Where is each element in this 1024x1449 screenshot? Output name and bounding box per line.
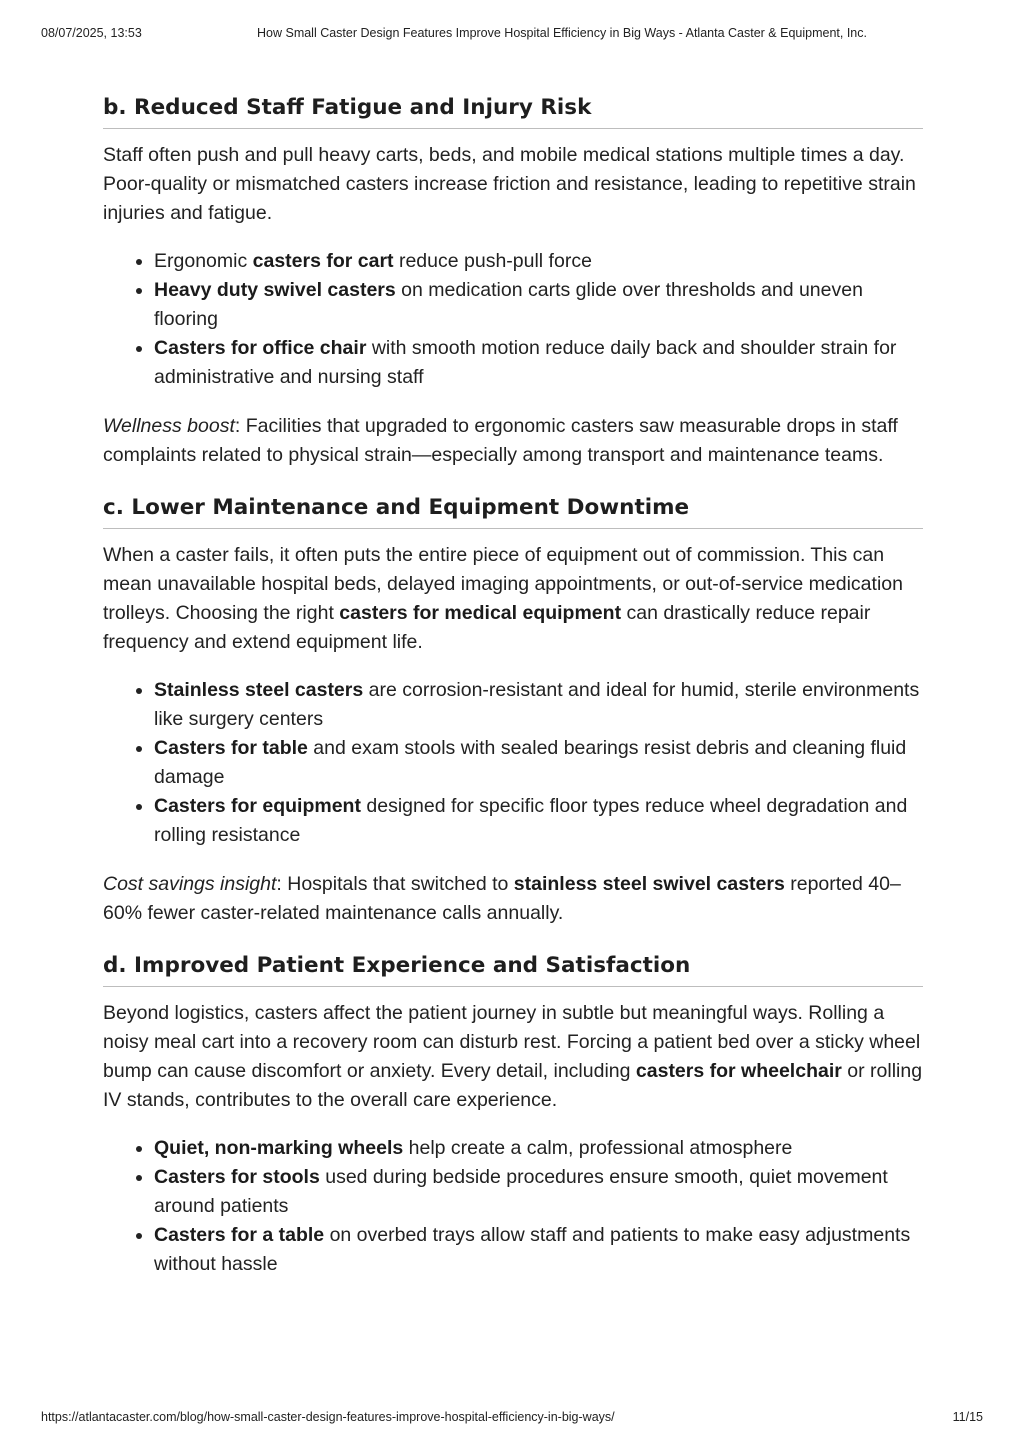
section-heading-c: c. Lower Maintenance and Equipment Downtime — [103, 495, 923, 529]
list-item-text: designed for specific floor types reduce wheel degradation and rolling resistance — [154, 795, 908, 846]
list-item-text: Ergonomic — [154, 250, 253, 272]
list-item-bold: Stainless steel casters — [154, 679, 364, 701]
section-d-intro — [103, 999, 923, 1115]
section-b-note — [103, 412, 923, 470]
page-number: 11/15 — [952, 1410, 983, 1424]
intro-bold: casters for medical equipment — [339, 602, 622, 624]
list-item-text: reduce push-pull force — [393, 250, 592, 272]
section-heading-b: b. Reduced Staff Fatigue and Injury Risk — [103, 95, 923, 129]
list-item-bold: Casters for office chair — [154, 337, 367, 359]
list-item-bold: Casters for table — [154, 737, 308, 759]
list-item — [154, 276, 923, 334]
section-c-list — [103, 676, 923, 850]
note-label: Wellness boost — [103, 415, 235, 437]
print-url: https://atlantacaster.com/blog/how-small-caster-design-features-improve-hospital-efficiency-in-big-ways/ — [41, 1410, 615, 1424]
section-c-note — [103, 870, 923, 928]
intro-bold: casters for wheelchair — [635, 1060, 842, 1082]
list-item — [154, 676, 923, 734]
note-text: : Facilities that upgraded to ergonomic casters saw measurable drops in staff complaints related to physical strain—especially among transport and maintenance teams. — [103, 415, 898, 466]
list-item-bold: Quiet, non-marking wheels — [154, 1137, 404, 1159]
list-item-bold: Casters for stools — [154, 1166, 320, 1188]
list-item-bold: casters for cart — [252, 250, 394, 272]
list-item — [154, 1134, 923, 1163]
section-c-intro — [103, 541, 923, 657]
note-bold: stainless steel swivel casters — [513, 873, 785, 895]
list-item — [154, 734, 923, 792]
print-footer — [41, 1410, 983, 1426]
section-b-list — [103, 247, 923, 392]
list-item-text: with smooth motion reduce daily back and shoulder strain for administrative and nursing staff — [154, 337, 897, 388]
list-item — [154, 1163, 923, 1221]
note-text: : Hospitals that switched to — [276, 873, 514, 895]
print-datetime: 08/07/2025, 13:53 — [41, 26, 142, 40]
print-page-title: How Small Caster Design Features Improve Hospital Efficiency in Big Ways - Atlanta Caster & Equipment, Inc. — [257, 26, 867, 40]
section-b-intro: Staff often push and pull heavy carts, beds, and mobile medical stations multiple times a day. Poor-quality or mismatched casters increase friction and resistance, leading to repetitive strain injuries and fatigue. — [103, 144, 916, 224]
section-d-list — [103, 1134, 923, 1279]
list-item-text: are corrosion-resistant and ideal for humid, sterile environments like surgery centers — [154, 679, 920, 730]
list-item-bold: Casters for a table — [154, 1224, 325, 1246]
intro-text: When a caster fails, it often puts the entire piece of equipment out of commission. This can mean unavailable hospital beds, delayed imaging appointments, or out-of-service medication trolleys. Choosing the right — [103, 544, 903, 624]
article-content — [103, 95, 923, 1279]
section-heading-d: d. Improved Patient Experience and Satisfaction — [103, 953, 923, 987]
list-item-text: help create a calm, professional atmosphere — [403, 1137, 793, 1159]
intro-text: Beyond logistics, casters affect the patient journey in subtle but meaningful ways. Rolling a noisy meal cart into a recovery room can disturb rest. Forcing a patient bed over a sticky wheel bump can cause discomfort or anxiety. Every detail, including — [103, 1002, 921, 1082]
list-item-bold: Heavy duty swivel casters — [154, 279, 396, 301]
list-item — [154, 1221, 923, 1279]
list-item-text: on medication carts glide over thresholds and uneven flooring — [154, 279, 863, 330]
note-text: reported 40–60% fewer caster-related maintenance calls annually. — [103, 873, 901, 924]
note-label: Cost savings insight — [103, 873, 277, 895]
intro-text: can drastically reduce repair frequency and extend equipment life. — [103, 602, 871, 653]
list-item — [154, 247, 923, 276]
print-header — [41, 26, 983, 42]
list-item — [154, 334, 923, 392]
list-item-text: used during bedside procedures ensure smooth, quiet movement around patients — [154, 1166, 888, 1217]
list-item-text: and exam stools with sealed bearings resist debris and cleaning fluid damage — [154, 737, 907, 788]
list-item-text: on overbed trays allow staff and patients to make easy adjustments without hassle — [154, 1224, 911, 1275]
intro-text: or rolling IV stands, contributes to the overall care experience. — [103, 1060, 923, 1111]
list-item — [154, 792, 923, 850]
list-item-bold: Casters for equipment — [154, 795, 361, 817]
